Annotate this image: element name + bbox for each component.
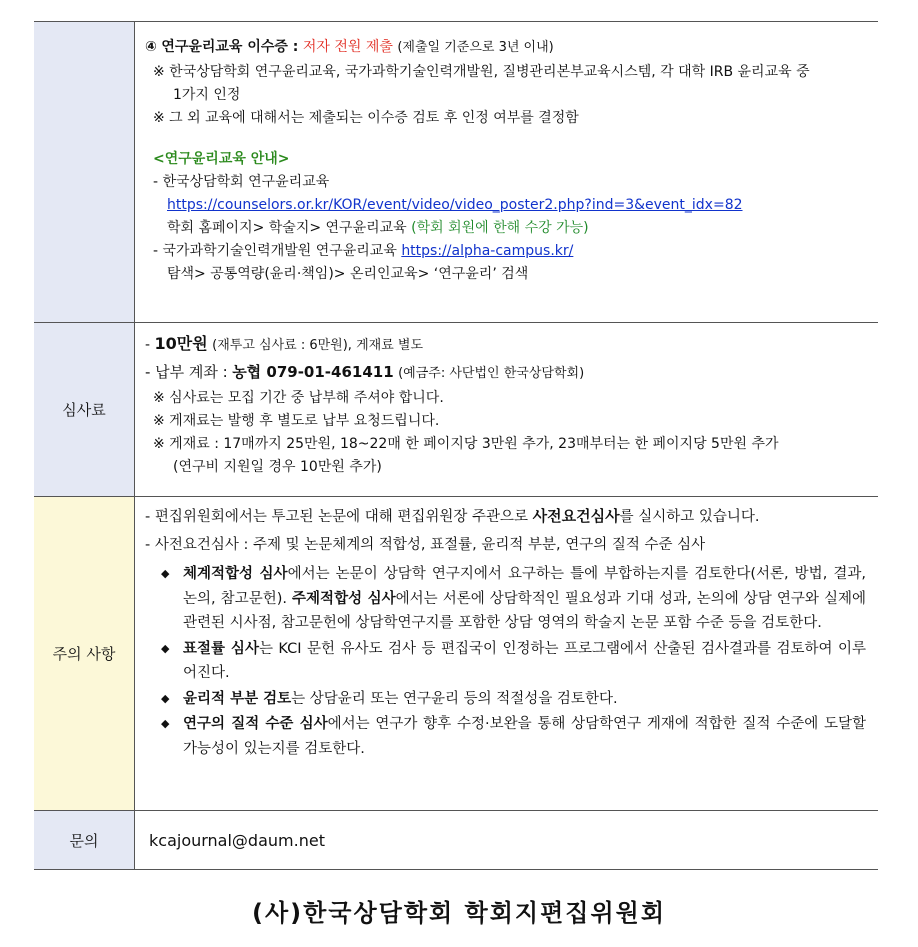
review-fee-label: 심사료 — [34, 323, 135, 497]
fee-amount: 10만원 — [154, 334, 208, 353]
kird-link[interactable]: https://alpha-campus.kr/ — [401, 243, 574, 259]
list-item — [145, 637, 866, 686]
list-item — [145, 712, 866, 761]
account-label: - 납부 계좌 : — [145, 363, 228, 381]
kird-path: 탐색> 공통역량(윤리·책임)> 온리인교육> ‘연구윤리’ 검색 — [167, 266, 529, 282]
contact-label: 문의 — [34, 811, 135, 870]
pre-review-term: 사전요건심사 — [532, 507, 620, 525]
criterion-text: 는 상담윤리 또는 연구윤리 등의 적절성을 검토한다. — [291, 690, 618, 707]
fee-dash: - — [145, 337, 151, 353]
review-fee-content — [135, 323, 879, 497]
other-courses-note: ※ 그 외 교육에 대해서는 제출되는 이수증 검토 후 인정 여부를 결정함 — [153, 110, 579, 126]
caution-1-end: 를 실시하고 있습니다. — [619, 509, 760, 525]
contact-email[interactable]: kcajournal@daum.net — [149, 830, 325, 850]
bullet-icon: ◆ — [161, 717, 170, 730]
criterion-title-2: 주제적합성 심사 — [292, 590, 396, 607]
accepted-courses-note-cont: 1가지 인정 — [173, 87, 241, 103]
guide-item-kird — [145, 240, 866, 263]
guide-item-kca: - 한국상담학회 연구윤리교육 — [153, 174, 330, 190]
criterion-title: 윤리적 부분 검토 — [183, 690, 292, 707]
list-item — [145, 562, 866, 636]
row-contact — [34, 811, 878, 870]
bullet-icon: ◆ — [161, 641, 170, 655]
criterion-text: 에서는 연구가 향후 수정·보완을 통해 상담학연구 게재에 적합한 질적 수준에 도달할 가능성이 있는지를 검토한다. — [183, 716, 866, 757]
criterion-title: 표절률 심사 — [183, 640, 259, 657]
bullet-icon: ◆ — [161, 691, 170, 705]
contact-content — [135, 811, 879, 870]
ethics-heading — [145, 34, 866, 61]
row-cautions — [34, 497, 878, 811]
kca-path-text: 학회 홈페이지> 학술지> 연구윤리교육 — [167, 220, 407, 236]
committee-signature: (사)한국상담학회 학회지편집위원회 — [251, 899, 667, 927]
fee-note-3-cont: (연구비 지원일 경우 10만원 추가) — [173, 459, 382, 475]
caution-line-1 — [145, 503, 866, 530]
review-criteria-list — [145, 562, 866, 761]
bullet-icon: ◆ — [161, 567, 170, 580]
caution-line-2: - 사전요건심사 : 주제 및 논문체계의 적합성, 표절률, 윤리적 부분, 연구의 질적 수준 심사 — [145, 537, 706, 553]
row-label-empty — [34, 22, 135, 323]
kca-ethics-link[interactable]: https://counselors.or.kr/KOR/event/video/video_poster2.php?ind=3&event_idx=82 — [167, 197, 743, 213]
fee-line — [145, 331, 866, 359]
row-ethics-certificate — [34, 22, 878, 323]
criterion-title: 연구의 질적 수준 심사 — [183, 716, 328, 732]
list-item — [145, 687, 866, 712]
account-number: 농협 079-01-461411 — [232, 363, 394, 381]
accepted-courses-note: ※ 한국상담학회 연구윤리교육, 국가과학기술인력개발원, 질병관리본부교육시스템, 각 대학 IRB 윤리교육 중 — [153, 64, 810, 80]
fee-note-2: ※ 게재료는 발행 후 별도로 납부 요청드립니다. — [153, 413, 440, 429]
criterion-text-2: 에서는 서론에 상담학적인 필요성과 기대 성과, 논의에 상담 연구와 실제에 관련된 시사점, 참고문헌에 상담학연구지를 포함한 상담 영역의 학술지 논문 포함 수준 등을 검토한다. — [183, 590, 866, 631]
criterion-text: 에서는 논문이 상담학 연구지에서 요구하는 틀에 부합하는지를 검토한다(서론, 방법, 결과, 논의, 참고문헌). — [183, 566, 866, 607]
row-review-fee — [34, 323, 878, 497]
item-title: 연구윤리교육 이수증 : — [161, 39, 299, 55]
cautions-content — [135, 497, 879, 811]
cautions-label: 주의 사항 — [34, 497, 135, 811]
fee-note-3: ※ 게재료 : 17매까지 25만원, 18~22매 한 페이지당 3만원 추가, 23매부터는 한 페이지당 5만원 추가 — [153, 436, 779, 452]
ethics-guide-title: <연구윤리교육 안내> — [153, 151, 290, 167]
kca-path — [145, 217, 866, 240]
kird-title: - 국가과학기술인력개발원 연구윤리교육 — [153, 243, 397, 259]
ethics-content — [135, 22, 879, 323]
account-line — [145, 359, 866, 387]
fee-note-1: ※ 심사료는 모집 기간 중 납부해 주셔야 합니다. — [153, 390, 444, 406]
kca-member-only-note: (학회 회원에 한해 수강 가능) — [411, 220, 589, 236]
item-number: ④ — [145, 39, 157, 55]
submission-info-table — [34, 21, 878, 870]
item-deadline-note: (제출일 기준으로 3년 이내) — [397, 40, 554, 55]
criterion-title: 체계적합성 심사 — [183, 566, 288, 582]
item-required-note: 저자 전원 제출 — [302, 39, 393, 55]
caution-1-text: - 편집위원회에서는 투고된 논문에 대해 편집위원장 주관으로 — [145, 509, 529, 525]
account-holder: (예금주: 사단법인 한국상담학회) — [398, 366, 585, 381]
fee-note: (재투고 심사료 : 6만원), 게재료 별도 — [212, 338, 423, 353]
criterion-text: 는 KCI 문헌 유사도 검사 등 편집국이 인정하는 프로그램에서 산출된 검사결과를 검토하여 이루어진다. — [183, 640, 866, 681]
